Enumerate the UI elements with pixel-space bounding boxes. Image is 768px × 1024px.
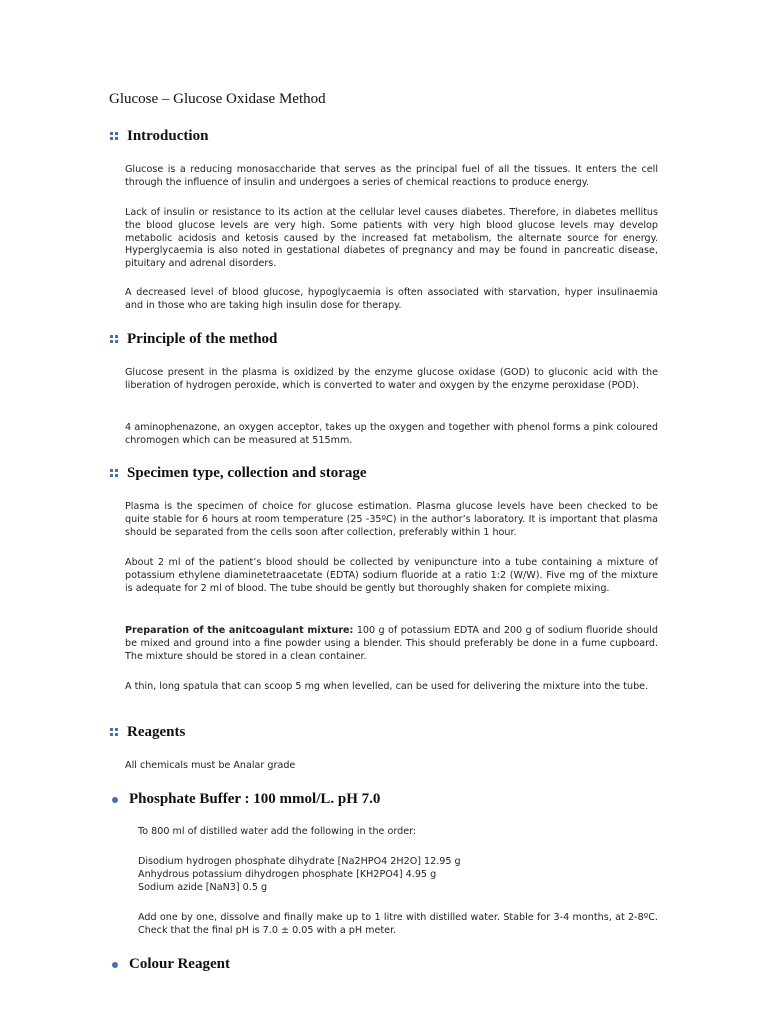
section-heading-specimen: Specimen type, collection and storage	[110, 465, 367, 482]
buffer-item: Anhydrous potassium dihydrogen phosphate [KH2PO4] 4.95 g	[138, 868, 437, 880]
specimen-paragraph-2: About 2 ml of the patient’s blood should be collected by venipuncture into a tube containing a mixture of potassium ethylene diaminetetraacetate (EDTA) sodium fluoride at a ratio 1:2 (W/W). Five mg of the mixture is adequate for 2 ml of blood. The tube should be gently but thoroughly shaken for complete mixing.	[125, 557, 658, 594]
specimen-paragraph-1: Plasma is the specimen of choice for glucose estimation. Plasma glucose levels have been checked to be quite stable for 6 hours at room temperature (25 -35ºC) in the author’s laboratory. It is important that plasma should be separated from the cells soon after collection, preferably within 1 hour.	[125, 501, 658, 538]
bullet-grid-icon	[110, 728, 119, 737]
intro-paragraph-1: Glucose is a reducing monosaccharide that serves as the principal fuel of all the tissues. It enters the cell through the influence of insulin and undergoes a series of chemical reactions to produce energy.	[125, 164, 658, 188]
reagents-note: All chemicals must be Analar grade	[125, 760, 296, 771]
bullet-dot-icon	[112, 962, 118, 968]
prep-label: Preparation of the anitcoagulant mixture:	[125, 625, 354, 636]
buffer-instruction: Add one by one, dissolve and finally make up to 1 litre with distilled water. Stable for 3-4 months, at 2-8ºC. Check that the final pH is 7.0 ± 0.05 with a pH meter.	[138, 912, 658, 936]
buffer-items	[138, 856, 658, 894]
buffer-item: Disodium hydrogen phosphate dihydrate [Na2HPO4 2H2O] 12.95 g	[138, 856, 461, 867]
bullet-grid-icon	[110, 335, 119, 344]
section-heading-colour: Colour Reagent	[110, 956, 230, 973]
intro-paragraph-3: A decreased level of blood glucose, hypoglycaemia is often associated with starvation, hyper insulinaemia and in those who are taking high insulin dose for therapy.	[125, 287, 658, 311]
prep-text: 100 g of potassium EDTA and 200 g of sodium fluoride should be mixed and ground into a fine powder using a blender. This should preferably be done in a fume cupboard. The mixture should be stored in a clean container.	[125, 625, 658, 662]
anticoagulant-prep-paragraph	[125, 625, 658, 663]
document-title: Glucose – Glucose Oxidase Method	[109, 91, 326, 107]
section-heading-introduction: Introduction	[110, 128, 208, 145]
bullet-grid-icon	[110, 469, 119, 478]
buffer-item: Sodium azide [NaN3] 0.5 g	[138, 881, 268, 893]
spatula-paragraph: A thin, long spatula that can scoop 5 mg when levelled, can be used for delivering the mixture into the tube.	[125, 681, 649, 692]
principle-paragraph-1: Glucose present in the plasma is oxidized by the enzyme glucose oxidase (GOD) to gluconic acid with the liberation of hydrogen peroxide, which is converted to water and oxygen by the enzyme peroxidase (POD).	[125, 367, 658, 391]
bullet-grid-icon	[110, 132, 119, 141]
section-heading-buffer: Phosphate Buffer : 100 mmol/L. pH 7.0	[110, 791, 380, 808]
buffer-intro: To 800 ml of distilled water add the following in the order:	[138, 826, 417, 837]
section-heading-principle: Principle of the method	[110, 331, 277, 348]
intro-paragraph-2: Lack of insulin or resistance to its action at the cellular level causes diabetes. Therefore, in diabetes mellitus the blood glucose levels are very high. Some patients with very high blood glucose levels may develop metabolic acidosis and ketosis caused by the increased fat metabolism, the alternate source for energy. Hyperglycaemia is also noted in gestational diabetes of pregnancy and may be found in pancreatic disease, pituitary and adrenal disorders.	[125, 207, 658, 270]
section-heading-reagents: Reagents	[110, 724, 185, 741]
bullet-dot-icon	[112, 797, 118, 803]
principle-paragraph-2: 4 aminophenazone, an oxygen acceptor, takes up the oxygen and together with phenol forms a pink coloured chromogen which can be measured at 515mm.	[125, 422, 658, 446]
